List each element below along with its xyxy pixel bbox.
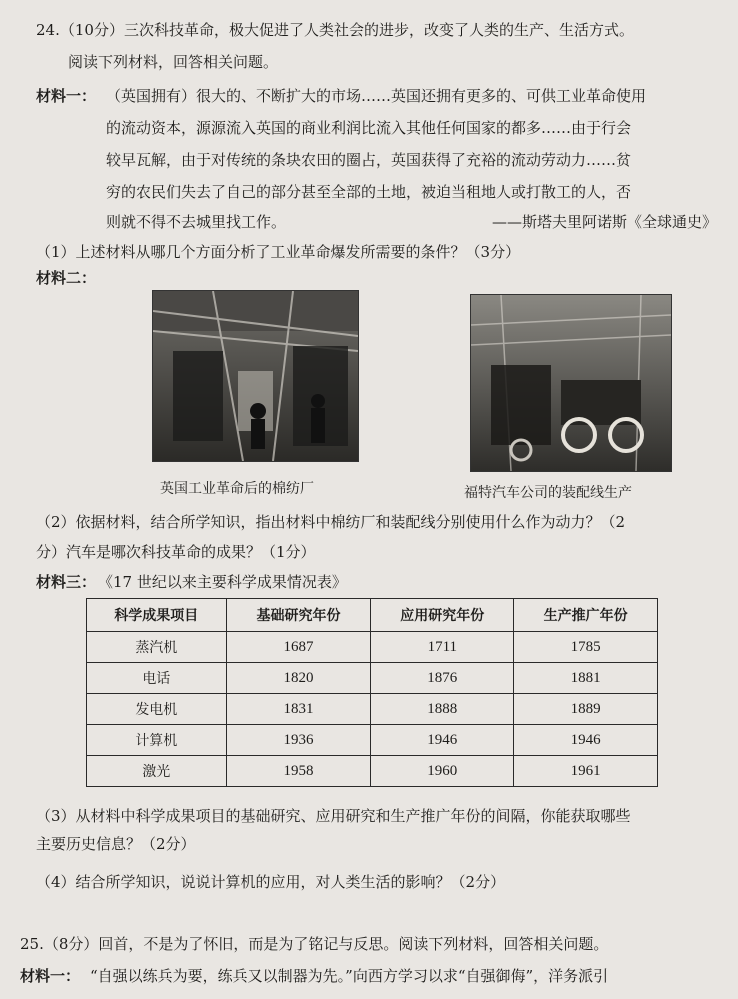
q24-sub4: （4）结合所学知识，说说计算机的应用，对人类生活的影响？（2分） <box>36 873 506 891</box>
table-cell: 1711 <box>371 632 514 663</box>
table-row <box>87 694 658 725</box>
q25-m1-label: 材料一： <box>20 967 81 985</box>
table-row <box>87 632 658 663</box>
table-header-cell: 应用研究年份 <box>371 599 514 632</box>
q24-m1-line: （英国拥有）很大的、不断扩大的市场……英国还拥有更多的、可供工业革命使用 <box>106 87 647 105</box>
q24-m1-line: 较早瓦解，由于对传统的条块农田的圈占，英国获得了充裕的流动劳动力……贫 <box>106 151 632 169</box>
ford-assembly-line-photo <box>470 294 672 472</box>
table-cell: 1888 <box>371 694 514 725</box>
table-cell: 蒸汽机 <box>87 632 227 663</box>
table-row <box>87 663 658 694</box>
table-cell: 1820 <box>226 663 371 694</box>
table-row <box>87 756 658 787</box>
q24-m3-title: 《17 世纪以来主要科学成果情况表》 <box>98 573 347 591</box>
table-cell: 激光 <box>87 756 227 787</box>
table-cell: 1961 <box>514 756 658 787</box>
table-header-cell: 科学成果项目 <box>87 599 227 632</box>
q25-intro: 25.（8分）回首，不是为了怀旧，而是为了铭记与反思。阅读下列材料，回答相关问题。 <box>20 935 609 953</box>
q24-sub2-line2: 分）汽车是哪次科技革命的成果？（1分） <box>36 543 316 561</box>
q24-instruction: 阅读下列材料，回答相关问题。 <box>68 53 279 71</box>
q24-intro: 24.（10分）三次科技革命，极大促进了人类社会的进步，改变了人类的生产、生活方式。 <box>36 21 634 39</box>
q24-m1-line: 则就不得不去城里找工作。 <box>106 213 287 231</box>
science-achievements-table <box>86 598 658 787</box>
table-row <box>87 725 658 756</box>
q24-m2-label: 材料二： <box>36 269 97 287</box>
table-cell: 1889 <box>514 694 658 725</box>
q24-m1-source: ——斯塔夫里阿诺斯《全球通史》 <box>492 213 718 231</box>
q24-sub3-line2: 主要历史信息？（2分） <box>36 835 196 853</box>
table-cell: 发电机 <box>87 694 227 725</box>
table-cell: 1936 <box>226 725 371 756</box>
q24-m1-label: 材料一： <box>36 87 97 105</box>
table-header-cell: 基础研究年份 <box>226 599 371 632</box>
table-cell: 1876 <box>371 663 514 694</box>
q24-sub3-line1: （3）从材料中科学成果项目的基础研究、应用研究和生产推广年份的间隔，你能获取哪些 <box>36 807 631 825</box>
table-cell: 计算机 <box>87 725 227 756</box>
caption-ford-assembly: 福特汽车公司的装配线生产 <box>464 485 632 501</box>
cotton-mill-photo <box>152 290 359 462</box>
q24-sub1: （1）上述材料从哪几个方面分析了工业革命爆发所需要的条件？（3分） <box>36 243 521 261</box>
q24-m3-label: 材料三： <box>36 573 97 591</box>
table-cell: 1785 <box>514 632 658 663</box>
table-header-row <box>87 599 658 632</box>
table-cell: 电话 <box>87 663 227 694</box>
table-cell: 1687 <box>226 632 371 663</box>
q24-m1-line: 穷的农民们失去了自己的部分甚至全部的土地，被迫当租地人或打散工的人，否 <box>106 183 632 201</box>
table-cell: 1958 <box>226 756 371 787</box>
q24-sub2-line1: （2）依据材料，结合所学知识，指出材料中棉纺厂和装配线分别使用什么作为动力？（2 <box>36 513 626 531</box>
table-cell: 1831 <box>226 694 371 725</box>
table-header-cell: 生产推广年份 <box>514 599 658 632</box>
table-cell: 1960 <box>371 756 514 787</box>
q24-m1-line: 的流动资本，源源流入英国的商业利润比流入其他任何国家的都多……由于行会 <box>106 119 632 137</box>
table-cell: 1881 <box>514 663 658 694</box>
caption-cotton-mill: 英国工业革命后的棉纺厂 <box>160 481 314 497</box>
q25-m1-text: “自强以练兵为要，练兵又以制器为先。”向西方学习以求“自强御侮”，洋务派引 <box>90 967 609 985</box>
table-cell: 1946 <box>514 725 658 756</box>
table-cell: 1946 <box>371 725 514 756</box>
